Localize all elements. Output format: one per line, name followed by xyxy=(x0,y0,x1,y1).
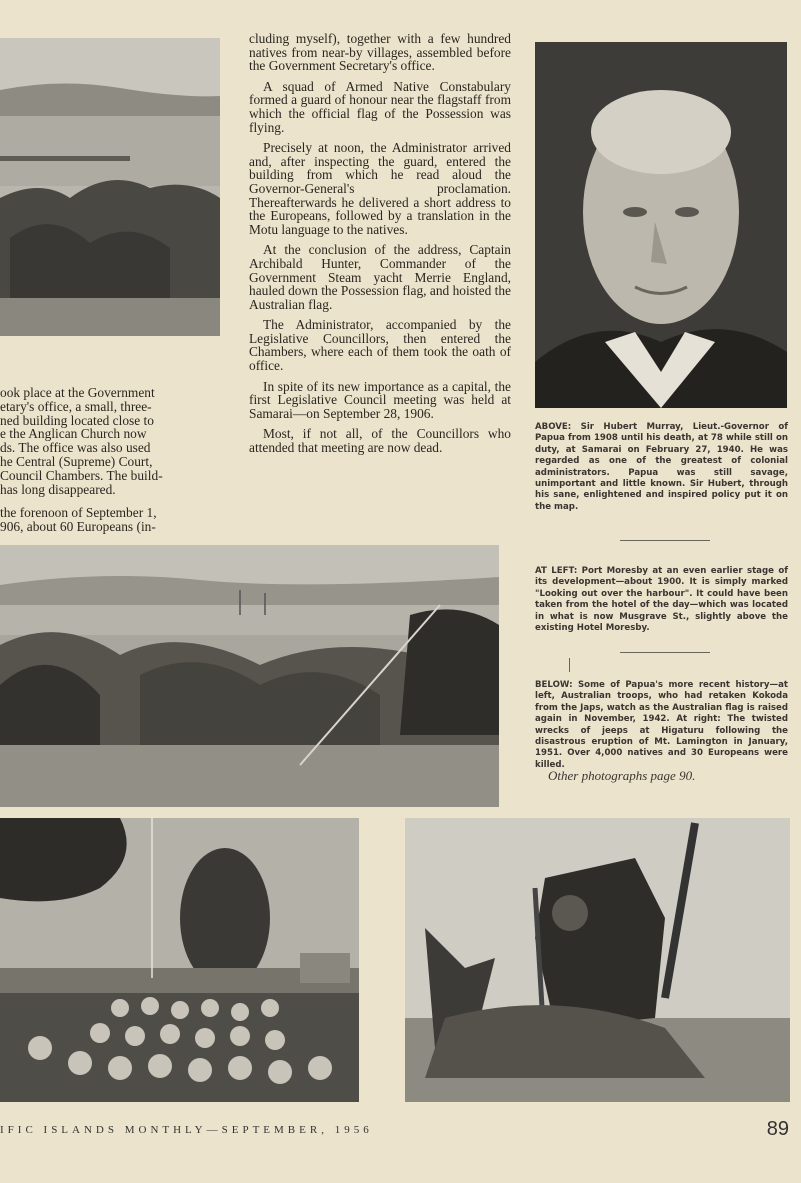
article-body xyxy=(249,32,511,462)
left-line: ned building located close to xyxy=(0,412,154,428)
left-line: Council Chambers. The build- xyxy=(0,467,163,483)
caption-above: ABOVE: Sir Hubert Murray, Lieut.-Governor of Papua from 1908 until his death, at 78 while still on duty, at Samarai on February 27, 1940. He was regarded as one of the greatest of colonial administrators. Papua was still savage, unimportant and little known. Sir Hubert, through his sane, enlightened and inspired policy put it on the map. xyxy=(535,422,788,512)
left-line: has long disappeared. xyxy=(0,481,116,497)
photo-port-moresby-1900 xyxy=(0,545,499,807)
left-line: the forenoon of September 1, xyxy=(0,505,157,521)
article-paragraph: Precisely at noon, the Administrator arrived and, after inspecting the guard, entered the building from which he read aloud the Governor-General's proclamation. Thereafterwards he delivered a short address to the Europeans, followed by a translation in the Motu language to the natives. xyxy=(249,140,511,237)
article-paragraph: At the conclusion of the address, Captain Archibald Hunter, Commander of the Government Steam yacht Merrie England, hauled down the Possession flag, and hoisted the Australian flag. xyxy=(249,242,511,312)
caption-divider xyxy=(620,652,710,653)
left-line: 906, about 60 Europeans (in- xyxy=(0,519,156,535)
left-line: he Central (Supreme) Court, xyxy=(0,453,153,469)
left-line: e the Anglican Church now xyxy=(0,426,147,442)
other-photographs-note: Other photographs page 90. xyxy=(548,768,696,783)
left-line: ook place at the Government xyxy=(0,385,155,400)
left-line: etary's office, a small, three- xyxy=(0,398,152,414)
left-column-text xyxy=(0,386,228,534)
photo-jeep-wrecks-higaturu xyxy=(405,818,790,1102)
left-line: ds. The office was also used xyxy=(0,440,151,456)
caption-divider xyxy=(569,658,570,672)
caption-below: BELOW: Some of Papua's more recent history—at left, Australian troops, who had retaken Kokoda from the Japs, watch as the Australian flag is raised again in November, 1942. At right: The twisted wrecks of jeeps at Higaturu following the disastrous eruption of Mt. Lamington in January, 1951. Over 4,000 natives and 30 Europeans were killed. xyxy=(535,680,788,770)
running-footer-title: IFIC ISLANDS MONTHLY—SEPTEMBER, 1956 xyxy=(0,1124,373,1136)
photo-harbour-view xyxy=(0,38,220,336)
photo-portrait-hubert-murray xyxy=(535,42,787,408)
article-paragraph: Most, if not all, of the Councillors who attended that meeting are now dead. xyxy=(249,426,511,456)
article-paragraph: In spite of its new importance as a capital, the first Legislative Council meeting was held at Samarai—on September 28, 1906. xyxy=(249,378,511,421)
article-paragraph: cluding myself), together with a few hundred natives from near-by villages, assembled before the Government Secretary's office. xyxy=(249,31,511,74)
photo-australian-troops-flag-raising xyxy=(0,818,359,1102)
page-number: 89 xyxy=(766,1118,789,1140)
caption-at-left: AT LEFT: Port Moresby at an even earlier stage of its development—about 1900. It is simply marked "Looking out over the harbour". It could have been taken from the hotel of the day—which was located in what is now Musgrave St., slightly above the existing Hotel Moresby. xyxy=(535,566,788,634)
caption-divider xyxy=(620,540,710,541)
article-paragraph: The Administrator, accompanied by the Legislative Councillors, then entered the Chambers, where each of them took the oath of office. xyxy=(249,317,511,374)
article-paragraph: A squad of Armed Native Constabulary formed a guard of honour near the flagstaff from which the official flag of the Possession was flying. xyxy=(249,78,511,135)
